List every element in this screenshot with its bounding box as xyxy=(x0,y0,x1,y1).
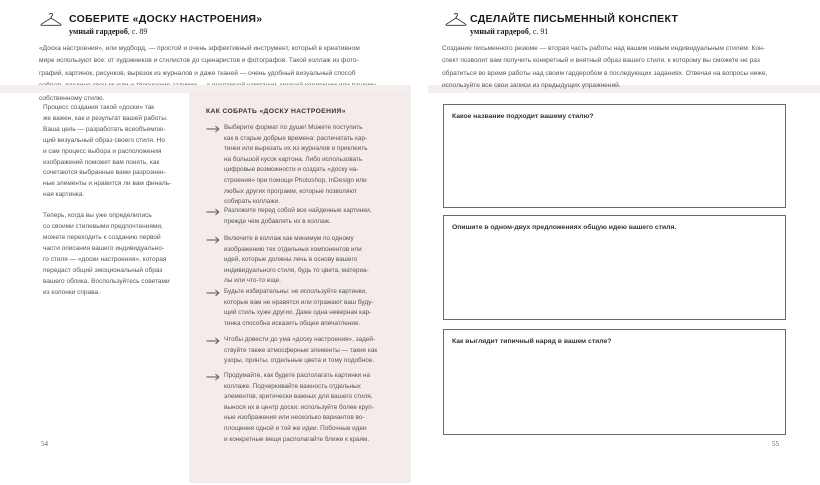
arrow-right-icon xyxy=(206,289,220,297)
step-line: узоры, принты, отдельные цвета и тому подобное. xyxy=(224,357,375,365)
body-line: же важен, как и результат вашей работы. xyxy=(43,114,168,122)
steps-title: КАК СОБРАТЬ «ДОСКУ НАСТРОЕНИЯ» xyxy=(206,108,346,115)
step-line: Выберите формат по душе! Можете поступить xyxy=(224,124,363,131)
body-line: щий визуальный образ своего стиля. Но xyxy=(43,136,165,144)
hanger-icon xyxy=(445,13,467,27)
left-page-number: 54 xyxy=(41,440,48,448)
right-intro-line: обратиться во время работы над своим гардеробом в последующих заданиях. Отвечая на вопросы ниже, xyxy=(442,69,768,77)
step-line: как в старые добрые времена: распечатать кар- xyxy=(224,134,368,142)
body-line: вашего облика. Воспользуйтесь советами xyxy=(43,277,170,285)
body-line: можете переходить к созданию первой xyxy=(43,233,161,241)
step-item xyxy=(206,206,406,227)
step-line: Будьте избирательны: не используйте картинки, xyxy=(224,288,367,295)
right-subtitle-book: умный гардероб xyxy=(470,27,529,36)
arrow-right-icon xyxy=(206,236,220,244)
step-line: площения одной и той же идеи. Побочные идеи xyxy=(224,424,367,432)
body-line: ная картинка. xyxy=(43,191,85,199)
step-line: собирать коллажи. xyxy=(224,198,280,206)
step-line: строения» при помощи Photoshop, InDesign или xyxy=(224,176,367,184)
right-intro xyxy=(442,43,787,93)
right-intro-line: Создание письменного резюме — вторая часть работы над вашим новым индивидуальным стилем. Кон- xyxy=(442,45,765,52)
step-item xyxy=(206,287,406,329)
arrow-right-icon xyxy=(206,125,220,133)
step-line: щий стиль хуже других. Даже одна неверная кар- xyxy=(224,309,372,317)
step-item xyxy=(206,123,406,208)
hanger-icon xyxy=(40,13,62,27)
right-intro-line: спект позволит вам получить конкретный и внятный образ вашего стиля, к которому вы сможете не раз xyxy=(442,57,760,65)
step-line: и конкретные вещи располагайте ближе к краям. xyxy=(224,435,370,443)
step-line: изображению тех отдельных компонентов или xyxy=(224,245,362,253)
step-line: тинка способна исказить общее впечатление. xyxy=(224,319,361,327)
body-line: и сам процесс выбора и расположения xyxy=(43,147,162,155)
body-line: Теперь, когда вы уже определились xyxy=(43,212,152,220)
body-line: сочетаются выбранные вами разрознен- xyxy=(43,169,166,177)
step-line: вынося их в центр доски; используйте более круп- xyxy=(224,403,374,411)
step-line: цифровые возможности и создать «доску на- xyxy=(224,166,359,174)
body-line: изображений поможет вам понять, как xyxy=(43,158,160,166)
left-band xyxy=(0,85,411,93)
body-line: ные элементы и нравится ли вам финаль- xyxy=(43,180,172,188)
steps-panel xyxy=(189,93,411,483)
body-line: го стиля — «доски настроения», которая xyxy=(43,255,167,263)
left-page-subtitle xyxy=(69,27,147,36)
left-page-title: СОБЕРИТЕ «ДОСКУ НАСТРОЕНИЯ» xyxy=(69,13,263,25)
question-box-typical-outfit[interactable] xyxy=(443,329,786,435)
step-line: любых других программ, которые позволяют xyxy=(224,187,357,195)
step-item xyxy=(206,335,406,367)
right-intro-line: используйте все свои записи из предыдущих упражнений. xyxy=(442,82,621,90)
left-intro-line: графий, картинок, рисунков, вырезок из журналов и даже тканей — очень удобный визуальный способ xyxy=(39,69,356,77)
body-line: из колонки справа. xyxy=(43,288,100,296)
step-line: элементов, критически важных для вашего стиля, xyxy=(224,393,373,401)
body-line: части описания вашего индивидуально- xyxy=(43,244,165,252)
right-page-title: СДЕЛАЙТЕ ПИСЬМЕННЫЙ КОНСПЕКТ xyxy=(470,13,679,25)
right-page-subtitle xyxy=(470,27,548,36)
step-line: тинки или вырезать их из журналов и приклеить xyxy=(224,145,368,153)
step-line: коллаже. Подчеркивайте важность отдельных xyxy=(224,382,361,390)
left-intro-line: мире используют все: от художников и стилистов до сценаристов и фотографов. Такой коллаж из фото- xyxy=(39,57,359,65)
step-line: прежде чем добавлять их в коллаж. xyxy=(224,217,331,225)
question-label: Какое название подходит вашему стилю? xyxy=(452,113,594,120)
step-line: Разложите перед собой все найденные картинки, xyxy=(224,207,372,214)
arrow-right-icon xyxy=(206,208,220,216)
question-label: Как выглядит типичный наряд в вашем стиле? xyxy=(452,338,612,345)
left-intro-line: «Доска настроения», или мудборд, — простой и очень эффективный инструмент, который в креативном xyxy=(39,45,360,52)
step-line: на большой кусок картона. Либо использовать xyxy=(224,155,363,163)
right-subtitle-page: , с. 91 xyxy=(528,27,549,36)
body-line: Процесс создания такой «доски» так xyxy=(43,104,155,111)
arrow-right-icon xyxy=(206,337,220,345)
body-line: передаст общий эмоциональный образ xyxy=(43,266,163,274)
step-line: Включите в коллаж как минимум по одному xyxy=(224,235,354,242)
step-line: индивидуального стиля, будь то цвета, материа- xyxy=(224,266,369,274)
step-line: Чтобы довести до ума «доску настроения», задей- xyxy=(224,336,376,343)
left-body-column xyxy=(43,103,183,298)
step-line: лы или что-то еще. xyxy=(224,277,281,285)
question-label: Опишите в одном-двух предложениях общую идею вашего стиля. xyxy=(452,224,677,231)
arrow-right-icon xyxy=(206,373,220,381)
question-box-style-name[interactable] xyxy=(443,104,786,208)
left-intro-line: собственному стилю. xyxy=(39,94,105,102)
step-line: которые вам не нравятся или отражают ваш буду- xyxy=(224,298,374,306)
step-line: ные изображения или несколько вариантов во- xyxy=(224,414,365,422)
right-page-number: 55 xyxy=(772,440,779,448)
step-line: ствуйте также атмосферные элементы — такие как xyxy=(224,346,378,354)
body-line: со своими стилевыми предпочтениями, xyxy=(43,223,163,231)
step-item xyxy=(206,234,406,287)
step-line: идей, которые должны лечь в основу вашего xyxy=(224,256,358,264)
body-line: Ваша цель — разработать всеобъемлю- xyxy=(43,125,166,133)
left-subtitle-page: , с. 89 xyxy=(127,27,148,36)
left-subtitle-book: умный гардероб xyxy=(69,27,128,36)
question-box-style-idea[interactable] xyxy=(443,215,786,320)
step-item xyxy=(206,371,406,445)
step-line: Продумайте, как будете располагать картинки на xyxy=(224,372,370,379)
